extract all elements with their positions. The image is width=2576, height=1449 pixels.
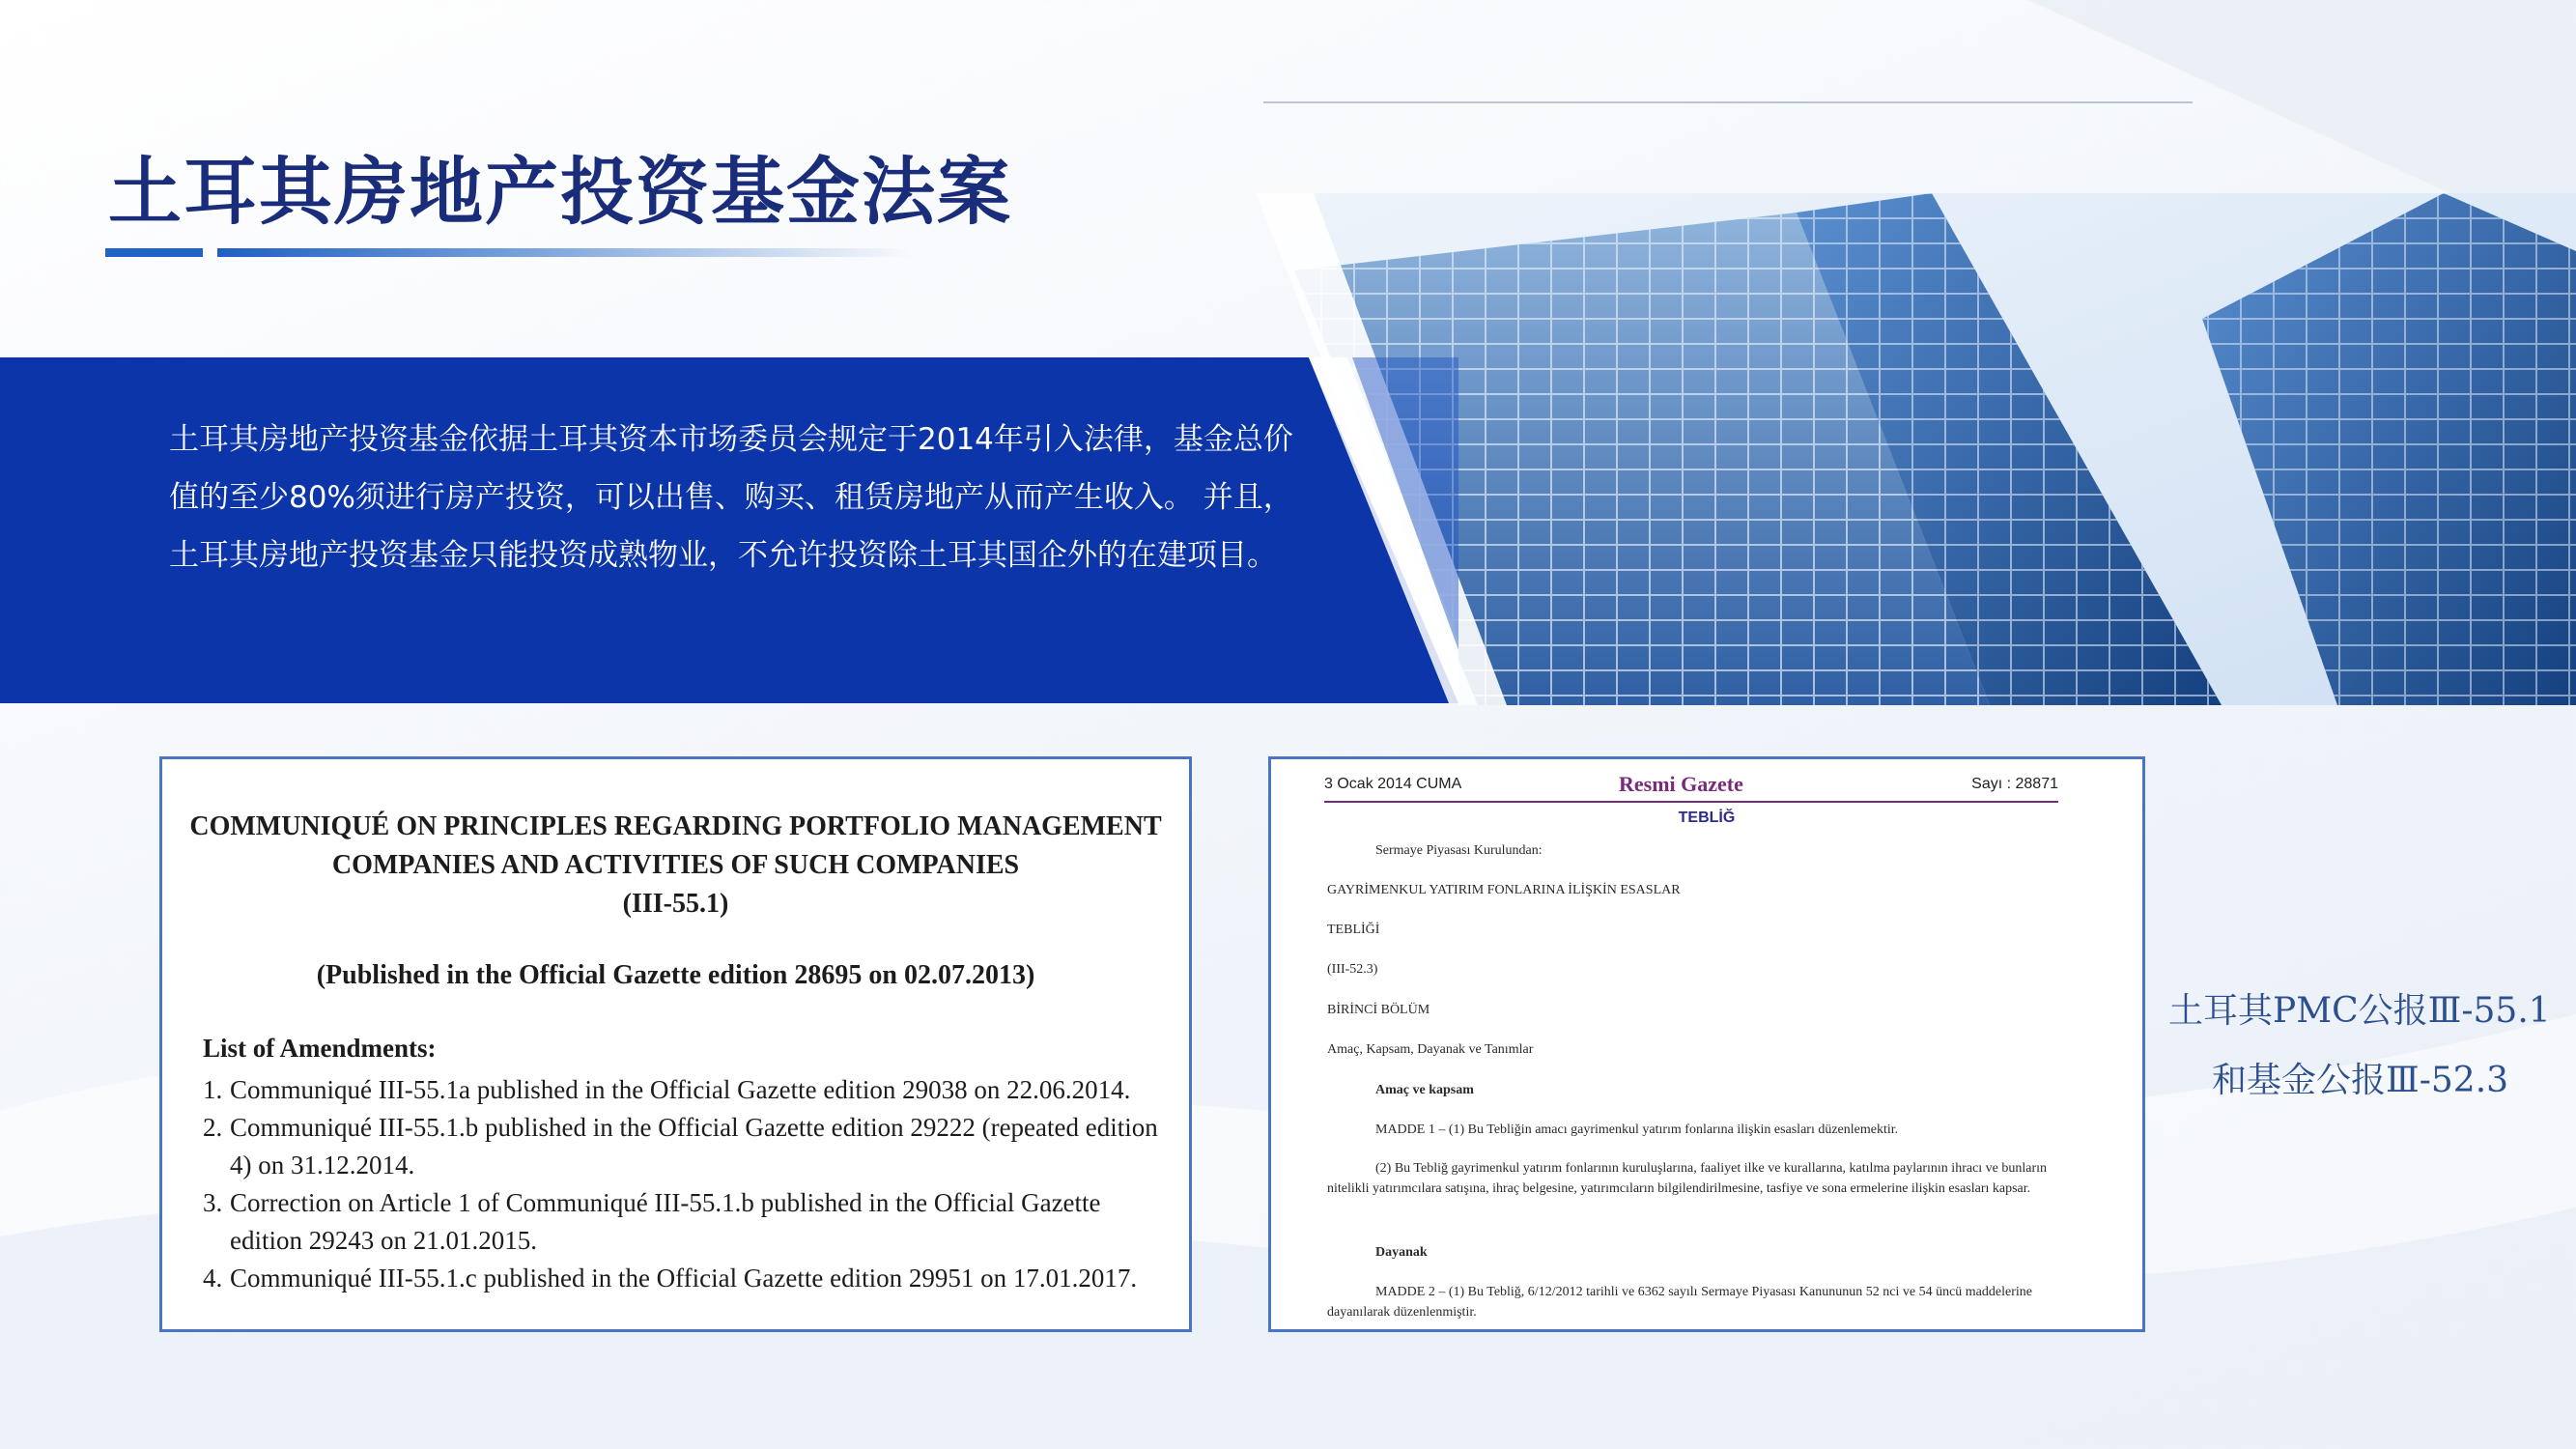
caption-line-1: 土耳其PMC公报Ⅲ-55.1 — [2168, 991, 2551, 1031]
gazette-subject: GAYRİMENKUL YATIRIM FONLARINA İLİŞKİN ESASLAR — [1327, 883, 1681, 897]
list-item: 4. Communiqué III-55.1.c published in the Official Gazette edition 29951 on 17.01.2017. — [203, 1264, 1138, 1293]
gazette-madde1: MADDE 1 – (1) Bu Tebliğin amacı gayrimenkul yatırım fonlarına ilişkin esasları düzenlemektir. — [1375, 1122, 1899, 1137]
doc1-list-title: List of Amendments: — [203, 1034, 437, 1063]
doc1-heading-line1: COMMUNIQUÉ ON PRINCIPLES REGARDING PORTFOLIO MANAGEMENT — [189, 811, 1162, 841]
list-item: 2. Communiqué III-55.1.b published in the Official Gazette edition 29222 (repeated edition 4) on 31.12.2014. — [203, 1113, 1158, 1179]
gazette-heading-dayanak: Dayanak — [1375, 1245, 1428, 1260]
gazette-name: Resmi Gazete — [1619, 772, 1743, 796]
doc1-heading-line3: (III-55.1) — [622, 889, 729, 919]
gazette-heading-amac: Amaç ve kapsam — [1375, 1083, 1474, 1097]
top-divider — [1263, 101, 2193, 103]
title-underline-accent — [105, 248, 203, 257]
gazette-madde1-2: (2) Bu Tebliğ gayrimenkul yatırım fonlarının kuruluşlarına, faaliyet ilke ve kurallarına, katılma paylarının ihracı ve bunların nitelikli yatırımcılara satışına, ihraç belgesine, yatırımcıların bilgilendirilmesine, tasfiye ve sona ermelerine ilişkin esasları kapsar. — [1327, 1161, 2048, 1196]
title-underline-fade — [217, 248, 913, 257]
gazette-section: TEBLİĞ — [1678, 810, 1736, 826]
slide-title: 土耳其房地产投资基金法案 — [108, 149, 1012, 235]
gazette-issuer: Sermaye Piyasası Kurulundan: — [1375, 843, 1543, 858]
list-item: 3. Correction on Article 1 of Communiqué III-55.1.b published in the Official Gazette edition 29243 on 21.01.2015. — [203, 1188, 1101, 1255]
gazette-issue: Sayı : 28871 — [1971, 776, 2058, 792]
gazette-header — [1324, 774, 2058, 803]
doc1-published-note: (Published in the Official Gazette edition 28695 on 02.07.2013) — [316, 960, 1035, 990]
gazette-teblig: TEBLİĞİ — [1327, 923, 1380, 937]
gazette-document — [1268, 756, 2145, 1332]
doc1-heading-line2: COMPANIES AND ACTIVITIES OF SUCH COMPANIES — [331, 850, 1020, 880]
list-item: 1. Communiqué III-55.1a published in the Official Gazette edition 29038 on 22.06.2014. — [203, 1075, 1131, 1104]
caption-line-2: 和基金公报Ⅲ-52.3 — [2212, 1061, 2509, 1100]
amendment-list — [203, 1071, 1169, 1297]
gazette-part-title: Amaç, Kapsam, Dayanak ve Tanımlar — [1327, 1042, 1534, 1057]
gazette-date: 3 Ocak 2014 CUMA — [1324, 776, 1462, 792]
intro-paragraph: 土耳其房地产投资基金依据土耳其资本市场委员会规定于2014年引入法律，基金总价值的至少80%须进行房产投资，可以出售、购买、租赁房地产从而产生收入。 并且，土耳其房地产投资基金只能投资成熟物业，不允许投资除土耳其国企外的在建项目。 — [169, 422, 1293, 573]
gazette-code: (III-52.3) — [1327, 962, 1378, 977]
communique-document — [159, 756, 1192, 1332]
gazette-madde2: MADDE 2 – (1) Bu Tebliğ, 6/12/2012 tarihli ve 6362 sayılı Sermaye Piyasası Kanununun 52 nci ve 54 üncü maddelerine dayanılarak düzenlenmiştir. — [1327, 1285, 2032, 1320]
gazette-part: BİRİNCİ BÖLÜM — [1327, 1003, 1430, 1017]
